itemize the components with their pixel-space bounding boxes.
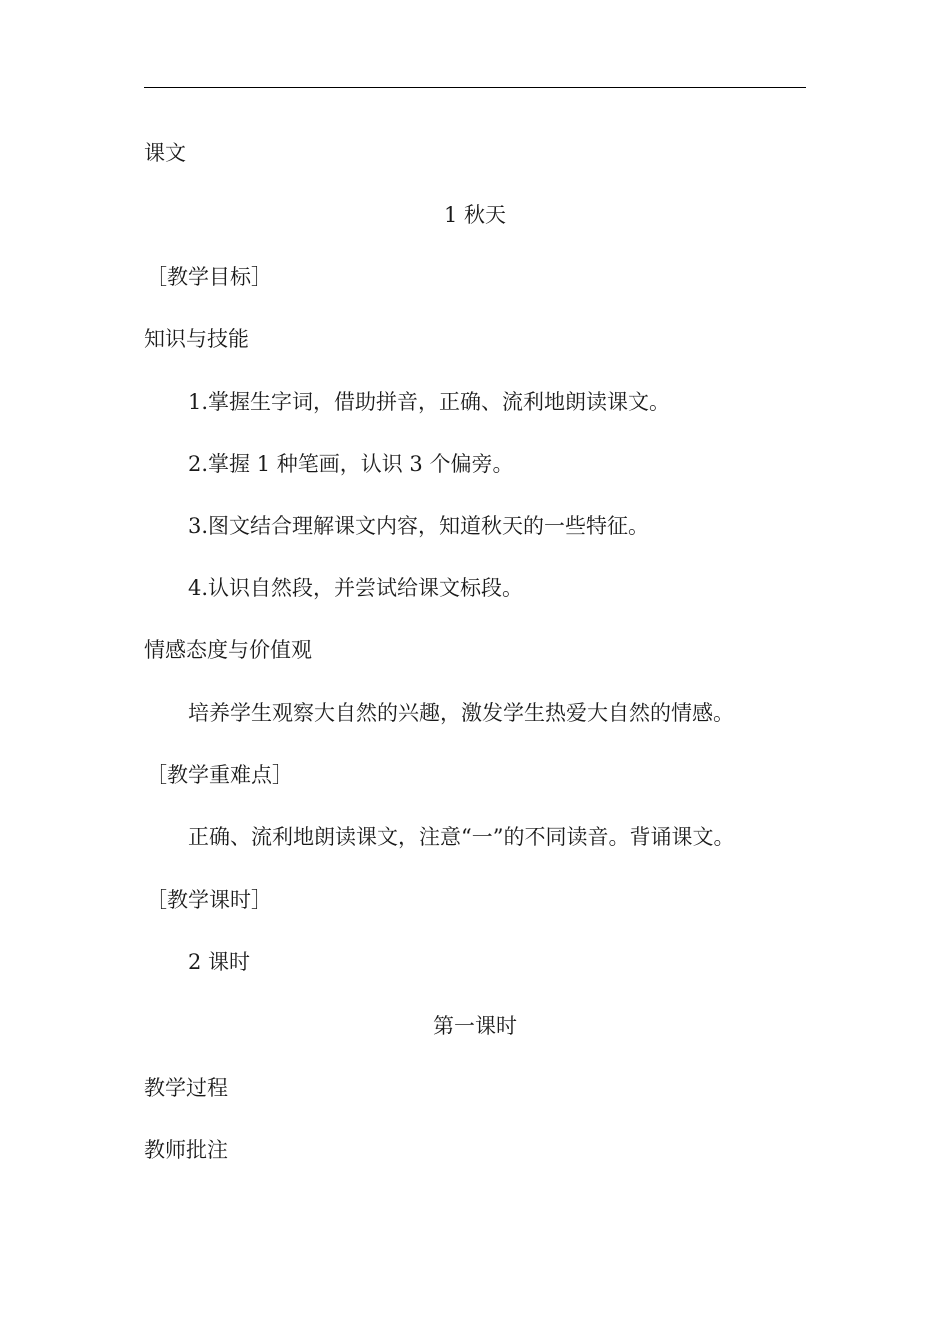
knowledge-item: 1.掌握生字词，借助拼音，正确、流利地朗读课文。 [188,390,671,414]
knowledge-heading: 知识与技能 [144,327,249,351]
knowledge-item: 2.掌握 1 种笔画，认识 3 个偏旁。 [188,452,514,476]
knowledge-item: 3.图文结合理解课文内容，知道秋天的一些特征。 [188,514,650,538]
first-lesson-title: 第一课时 [433,1014,517,1038]
keypoints-text: 正确、流利地朗读课文，注意“一”的不同读音。背诵课文。 [188,825,735,849]
knowledge-item: 4.认识自然段，并尝试给课文标段。 [188,576,524,600]
process-heading: 教学过程 [144,1076,228,1100]
lesson-title: 1 秋天 [443,203,507,227]
notes-heading: 教师批注 [144,1138,228,1162]
section-label: 课文 [144,141,186,165]
hours-text: 2 课时 [188,950,251,974]
emotion-text: 培养学生观察大自然的兴趣，激发学生热爱大自然的情感。 [188,701,734,725]
emotion-heading: 情感态度与价值观 [144,638,312,662]
keypoints-heading: ［教学重难点］ [146,763,293,787]
hours-heading: ［教学课时］ [146,888,272,912]
goals-heading: ［教学目标］ [146,265,272,289]
header-rule [144,87,806,88]
